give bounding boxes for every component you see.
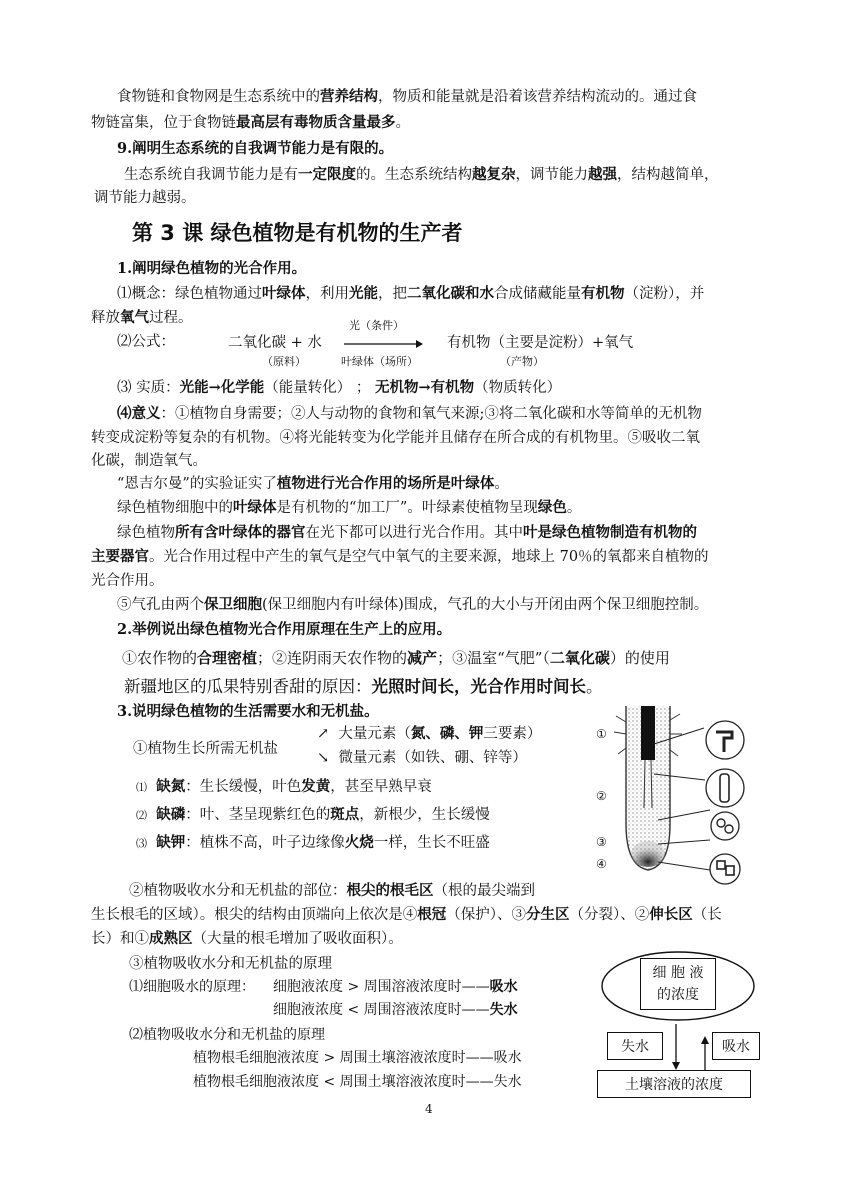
micro-elements-line: ↘ 微量元素（如铁、硼、锌等） bbox=[317, 750, 527, 766]
cell-sap-line-2: 的浓度 bbox=[657, 987, 699, 1003]
significance-line-2: 转变成淀粉等复杂的有机物。④将光能转变为化学能并且储存在所合成的有机物里。⑤吸收二氧 bbox=[91, 430, 700, 446]
stoma-line: ⑤气孔由两个保卫细胞(保卫细胞内有叶绿体)围成，气孔的大小与开闭由两个保卫细胞控制。 bbox=[117, 596, 709, 613]
root-zone-label-1: ① bbox=[596, 727, 607, 741]
potassium-deficiency-line: ⑶ 缺钾：植株不高，叶子边缘像火烧一样，生长不旺盛 bbox=[136, 834, 490, 851]
section-9-line-1: 生态系统自我调节能力是有一定限度的。生态系统结构越复杂，调节能力越强，结构越简单， bbox=[124, 166, 719, 183]
organ-line-3: 光合作用。 bbox=[91, 573, 164, 589]
factory-line: 绿色植物细胞中的叶绿体是有机物的“加工厂”。叶绿素使植物呈现绿色。 bbox=[117, 499, 582, 516]
root-tip-illustration bbox=[592, 704, 768, 886]
absorb-water-box: 吸水 bbox=[712, 1032, 760, 1060]
lose-water-box: 失水 bbox=[607, 1032, 663, 1060]
lesson-title: 第 3 课 绿色植物是有机物的生产者 bbox=[132, 221, 463, 245]
section-9-line-2: 调节能力越弱。 bbox=[94, 190, 196, 206]
section-3-heading: 3.说明绿色植物的生活需要水和无机盐。 bbox=[117, 703, 379, 720]
principle-heading: ③植物吸收水分和无机盐的原理 bbox=[129, 956, 332, 972]
arrow-down-right-icon: ↘ bbox=[317, 750, 330, 766]
root-zone-label-3: ③ bbox=[596, 835, 607, 849]
cell-principle-label: ⑴细胞吸水的原理： bbox=[129, 979, 255, 995]
cell-principle-line-2: 细胞液浓度 < 周围溶液浓度时——失水 bbox=[273, 1002, 518, 1018]
food-chain-line-1: 食物链和食物网是生态系统中的营养结构，物质和能量就是沿着该营养结构流动的。通过食 bbox=[117, 88, 697, 105]
formula-reactants: 二氧化碳 + 水 bbox=[228, 335, 322, 351]
plant-principle-label: ⑵植物吸收水分和无机盐的原理 bbox=[129, 1027, 325, 1043]
significance-line-1: ⑷意义：①植物自身需要；②人与动物的食物和氧气来源;③将二氧化碳和水等简单的无机物 bbox=[117, 405, 702, 422]
significance-line-3: 化碳，制造氧气。 bbox=[91, 453, 207, 469]
cell-principle-line-1: 细胞液浓度 > 周围溶液浓度时——吸水 bbox=[273, 979, 518, 995]
formula-products: 有机物（主要是淀粉）+氧气 bbox=[447, 335, 634, 351]
soil-solution-concentration-box: 土壤溶液的浓度 bbox=[597, 1070, 751, 1098]
formula-raw-material: （原料） bbox=[262, 355, 306, 368]
reaction-arrow-icon bbox=[342, 333, 424, 353]
formula-condition: 光（条件） bbox=[349, 319, 404, 332]
engelmann-line: “恩吉尔曼”的实验证实了植物进行光合作用的场所是叶绿体。 bbox=[117, 475, 509, 492]
phosphorus-deficiency-line: ⑵ 缺磷：叶、茎呈现紫红色的斑点，新根少，生长缓慢 bbox=[136, 806, 490, 823]
formula-site: 叶绿体（场所） bbox=[341, 355, 418, 368]
concept-line-1: ⑴概念：绿色植物通过叶绿体，利用光能，把二氧化碳和水合成储藏能量有机物（淀粉），并 bbox=[117, 285, 705, 302]
nitrogen-deficiency-line: ⑴ 缺氮：生长缓慢，叶色发黄，甚至早熟早衰 bbox=[136, 778, 432, 795]
cell-sap-concentration-box bbox=[640, 958, 716, 1010]
absorption-site-line-3: 长）和①成熟区（大量的根毛增加了吸收面积）。 bbox=[91, 930, 403, 947]
plant-principle-line-2: 植物根毛细胞液浓度 < 周围土壤溶液浓度时——失水 bbox=[193, 1074, 522, 1090]
application-line-1: ①农作物的合理密植；②连阴雨天农作物的减产；③温室“气肥”（二氧化碳）的使用 bbox=[122, 649, 670, 667]
root-tip-figure bbox=[592, 704, 768, 886]
organ-line-1: 绿色植物所有含叶绿体的器官在光下都可以进行光合作用。其中叶是绿色植物制造有机物的 bbox=[117, 524, 697, 541]
macro-elements-line: ↗ 大量元素（氮、磷、钾三要素） bbox=[317, 725, 542, 742]
formula-label: ⑵公式： bbox=[117, 334, 175, 350]
food-chain-line-2: 物链富集，位于食物链最高层有毒物质含量最多。 bbox=[91, 114, 410, 131]
organ-line-2: 主要器官。光合作用过程中产生的氧气是空气中氧气的主要来源，地球上 70％的氧都来自植物的 bbox=[91, 548, 709, 565]
section-2-heading: 2.举例说出绿色植物光合作用原理在生产上的应用。 bbox=[117, 621, 452, 638]
absorption-site-line-1: ②植物吸收水分和无机盐的部位：根尖的根毛区（根的最尖端到 bbox=[129, 882, 535, 899]
root-zone-label-4: ④ bbox=[596, 857, 607, 871]
absorption-site-line-2: 生长根毛的区域）。根尖的结构由顶端向上依次是④根冠（保护）、③分生区（分裂）、②伸长区（长 bbox=[91, 906, 722, 923]
cell-sap-line-1: 细 胞 液 bbox=[652, 965, 704, 981]
essence-line: ⑶ 实质：光能→化学能（能量转化） ； 无机物→有机物（物质转化） bbox=[117, 379, 562, 396]
arrow-up-right-icon: ↗ bbox=[317, 726, 330, 742]
concept-line-2: 释放氧气过程。 bbox=[91, 309, 193, 326]
mineral-need-label: ①植物生长所需无机盐 bbox=[133, 741, 278, 757]
section-1-heading: 1.阐明绿色植物的光合作用。 bbox=[117, 260, 307, 277]
formula-product-note: （产物） bbox=[500, 355, 544, 368]
osmosis-diagram bbox=[592, 950, 762, 1100]
plant-principle-line-1: 植物根毛细胞液浓度 > 周围土壤溶液浓度时——吸水 bbox=[193, 1050, 522, 1066]
root-zone-label-2: ② bbox=[596, 789, 607, 803]
section-9-heading: 9.阐明生态系统的自我调节能力是有限的。 bbox=[117, 140, 394, 157]
page-number: 4 bbox=[425, 1102, 433, 1116]
application-line-2: 新疆地区的瓜果特别香甜的原因：光照时间长，光合作用时间长。 bbox=[124, 677, 603, 696]
